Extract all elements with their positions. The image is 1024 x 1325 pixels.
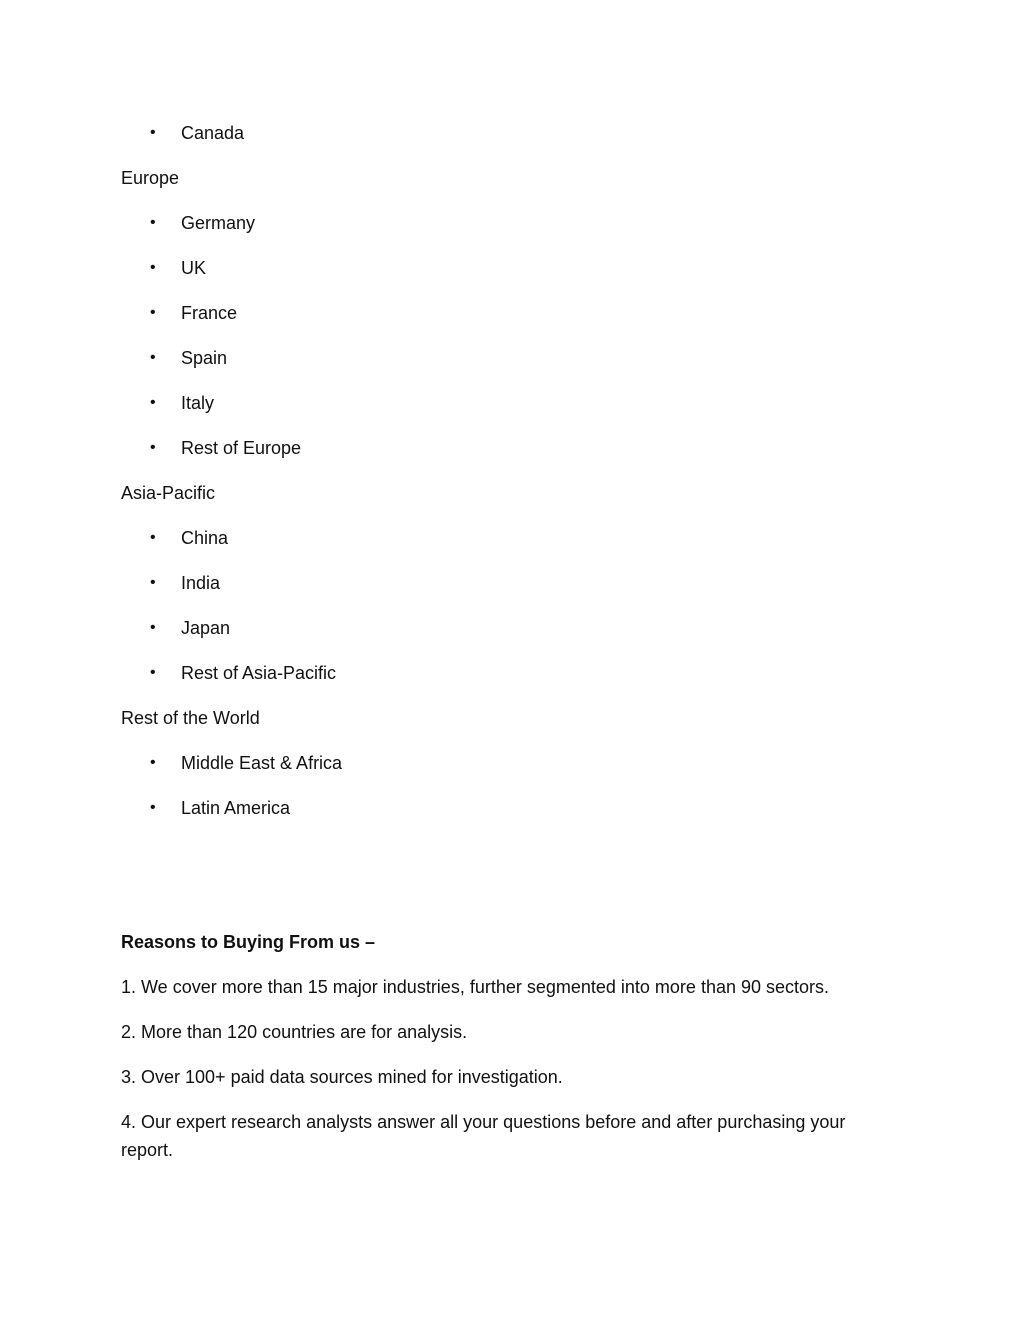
bullet-icon: • bbox=[150, 754, 156, 771]
region-heading-europe: Europe bbox=[121, 168, 180, 188]
list-item-italy bbox=[150, 391, 214, 415]
list-item-india bbox=[150, 571, 220, 595]
list-item-canada bbox=[150, 121, 244, 145]
list-item-label: Germany bbox=[181, 213, 256, 233]
bullet-icon: • bbox=[150, 214, 156, 231]
bullet-icon: • bbox=[150, 574, 156, 591]
bullet-icon: • bbox=[150, 619, 156, 636]
bullet-icon: • bbox=[150, 439, 156, 456]
list-item-label: Canada bbox=[181, 123, 245, 143]
list-item-spain bbox=[150, 346, 227, 370]
list-item-label: Italy bbox=[181, 393, 215, 413]
bullet-icon: • bbox=[150, 259, 156, 276]
list-item-germany bbox=[150, 211, 255, 235]
list-item-latin-america bbox=[150, 796, 290, 820]
reason-item-3: 3. Over 100+ paid data sources mined for investigation. bbox=[121, 1067, 563, 1087]
list-item-middle-east-africa bbox=[150, 751, 342, 775]
list-item-label: France bbox=[181, 303, 238, 323]
list-item-rest-of-europe bbox=[150, 436, 301, 460]
list-item-label: Rest of Asia-Pacific bbox=[181, 663, 337, 683]
bullet-icon: • bbox=[150, 349, 156, 366]
bullet-icon: • bbox=[150, 304, 156, 321]
bullet-icon: • bbox=[150, 664, 156, 681]
bullet-icon: • bbox=[150, 529, 156, 546]
reason-item-2: 2. More than 120 countries are for analysis. bbox=[121, 1022, 468, 1042]
list-item-label: India bbox=[181, 573, 221, 593]
region-heading-asia-pacific: Asia-Pacific bbox=[121, 483, 216, 503]
bullet-icon: • bbox=[150, 394, 156, 411]
reason-item-4: 4. Our expert research analysts answer all your questions before and after purchasing your report. bbox=[121, 1112, 846, 1160]
list-item-label: Latin America bbox=[181, 798, 291, 818]
reason-item-1: 1. We cover more than 15 major industries, further segmented into more than 90 sectors. bbox=[121, 977, 830, 997]
list-item-label: UK bbox=[181, 258, 207, 278]
list-item-label: Middle East & Africa bbox=[181, 753, 343, 773]
bullet-icon: • bbox=[150, 124, 156, 141]
list-item-label: China bbox=[181, 528, 229, 548]
list-item-france bbox=[150, 301, 237, 325]
list-item-rest-of-asia-pacific bbox=[150, 661, 336, 685]
list-item-uk bbox=[150, 256, 206, 280]
bullet-icon: • bbox=[150, 799, 156, 816]
region-heading-rest-of-world: Rest of the World bbox=[121, 708, 260, 728]
list-item-label: Rest of Europe bbox=[181, 438, 302, 458]
list-item-japan bbox=[150, 616, 230, 640]
list-item-label: Spain bbox=[181, 348, 228, 368]
reasons-heading: Reasons to Buying From us – bbox=[121, 932, 376, 952]
list-item-label: Japan bbox=[181, 618, 231, 638]
list-item-china bbox=[150, 526, 228, 550]
